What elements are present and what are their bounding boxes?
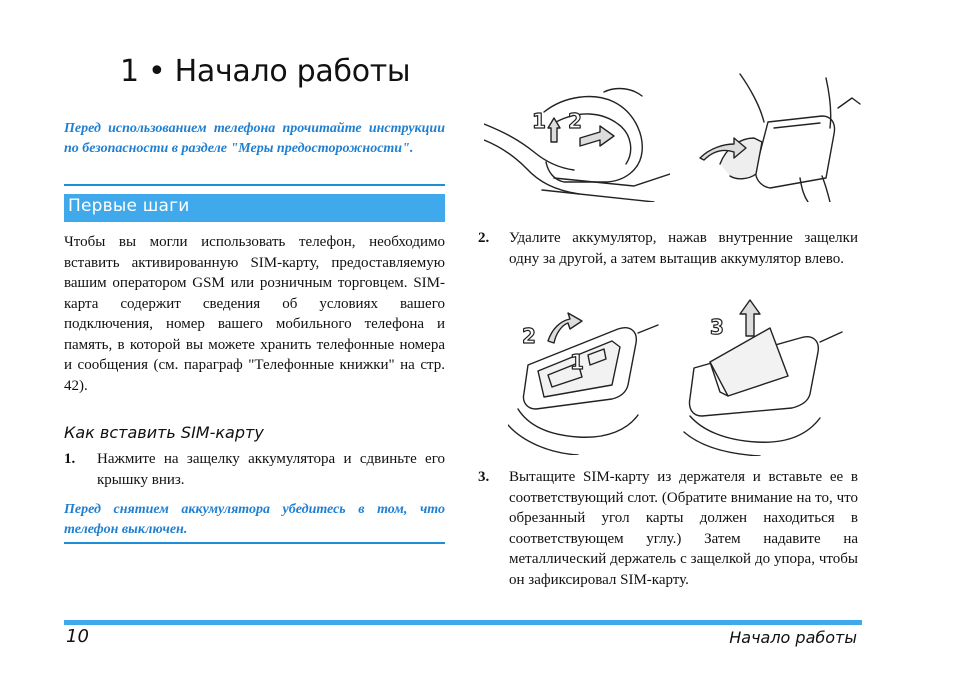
illustration-label: 3: [710, 315, 724, 339]
subheading-insert-sim: Как вставить SIM-карту: [64, 423, 264, 442]
illustration-label: 1: [532, 109, 546, 133]
chapter-title: 1 • Начало работы: [120, 54, 411, 89]
safety-note-divider: [64, 184, 445, 186]
step-text: Удалите аккумулятор, нажав внутренние защелки одну за другой, а затем вытащив аккумулятор влево.: [509, 230, 858, 267]
step-text: Нажмите на защелку аккумулятора и сдвиньте его крышку вниз.: [97, 451, 445, 488]
footer-chapter-title: Начало работы: [729, 628, 857, 647]
illustration-lift-battery: [680, 298, 860, 456]
step-1: [64, 449, 445, 491]
step-3: [478, 467, 858, 617]
intro-paragraph: Чтобы вы могли использовать телефон, необходимо вставить активированную SIM-карту, предоставляемую вашим оператором GSM или розничным торговцем. SIM-карта содержит сведения об условиях вашего подключения, номер вашего мобильного телефона и память, в которой вы можете хранить телефонные номера и сообщения (см. параграф "Телефонные книжки" на стр. 42).: [64, 234, 445, 394]
illustration-label: 2: [522, 324, 536, 348]
battery-note-divider: [64, 542, 445, 544]
step-number: 3.: [478, 469, 490, 485]
step-number: 1.: [64, 451, 76, 467]
illustration-remove-cover: [690, 68, 862, 202]
section-title: Первые шаги: [68, 196, 190, 216]
section-header: [64, 194, 445, 222]
illustration-press-latch: [484, 82, 670, 202]
illustration-remove-battery: [508, 305, 668, 455]
step-text: Вытащите SIM-карту из держателя и вставьте ее в соответствующий слот. (Обратите внимание на то, что обрезанный угол карты должен находиться в соответствующем углу.) Затем надавите на металлический держатель с защелкой до упора, чтобы он зафиксировал SIM-карту.: [509, 469, 858, 588]
step-number: 2.: [478, 230, 490, 246]
page-number: 10: [66, 626, 89, 647]
battery-note: Перед снятием аккумулятора убедитесь в том, что телефон выключен.: [64, 502, 445, 537]
safety-note: Перед использованием телефона прочитайте инструкции по безопасности в разделе "Меры предосторожности".: [64, 121, 445, 156]
illustration-label: 1: [570, 350, 584, 374]
footer-rule: [64, 620, 862, 625]
illustration-label: 2: [568, 109, 582, 133]
step-2: [478, 228, 858, 290]
